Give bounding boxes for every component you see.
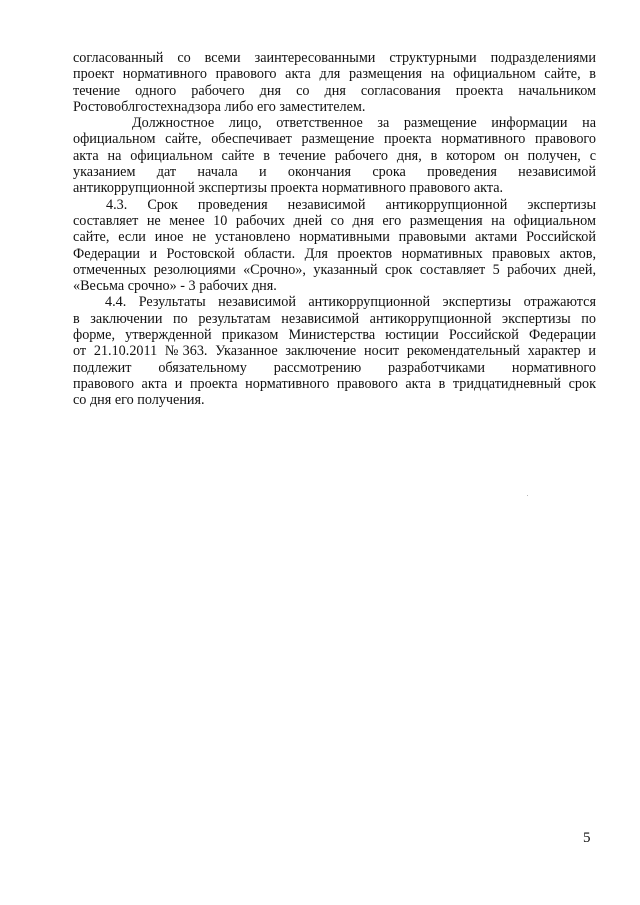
paragraph-4-line-3: форме, утвержденной приказом Министерства юстиции Российской Федерации	[73, 327, 596, 344]
paragraph-2-line-5: антикоррупционной экспертизы проекта нормативного правового акта.	[73, 180, 504, 197]
paragraph-1-line-1: согласованный со всеми заинтересованными структурными подразделениями	[73, 50, 596, 66]
paragraph-3-line-5: отмеченных резолюциями «Срочно», указанный срок составляет 5 рабочих дней,	[73, 261, 596, 278]
paragraph-4-line-4: от 21.10.2011 №363. Указанное заключение носит рекомендательный характер и	[73, 343, 596, 360]
paragraph-3-line-3: сайте, если иное не установлено нормативными правовыми актами Российской	[73, 229, 596, 246]
paragraph-2-line-1: Должностное лицо, ответственное за размещение информации на	[132, 115, 596, 132]
scan-speck	[527, 495, 528, 496]
page-number: 5	[583, 830, 591, 846]
paragraph-4-line-7: со дня его получения.	[73, 392, 205, 409]
paragraph-2-line-3: акта на официальном сайте в течение рабочего дня, в котором он получен, с	[73, 147, 596, 164]
paragraph-4-line-5: подлежит обязательному рассмотрению разработчиками нормативного	[73, 359, 596, 376]
paragraph-3-line-6: «Весьма срочно» - 3 рабочих дня.	[73, 278, 277, 295]
document-body	[73, 50, 596, 409]
paragraph-4-line-1: 4.4. Результаты независимой антикоррупционной экспертизы отражаются	[105, 294, 596, 311]
paragraph-2-line-2: официальном сайте, обеспечивает размещение проекта нормативного правового	[73, 131, 596, 148]
paragraph-3-line-1: 4.3. Срок проведения независимой антикоррупционной экспертизы	[106, 196, 596, 213]
paragraph-3-line-2: составляет не менее 10 рабочих дней со дня его размещения на официальном	[73, 212, 596, 229]
paragraph-1-line-2: проект нормативного правового акта для размещения на официальном сайте, в	[73, 66, 596, 83]
paragraph-4-line-2: в заключении по результатам независимой антикоррупционной экспертизы по	[73, 310, 596, 327]
paragraph-1-line-3: течение одного рабочего дня со дня согласования проекта начальником	[73, 82, 596, 99]
paragraph-2-line-4: указанием дат начала и окончания срока проведения независимой	[73, 164, 596, 181]
paragraph-4-line-6: правового акта и проекта нормативного правового акта в тридцатидневный срок	[73, 375, 596, 392]
paragraph-1-line-4: Ростовоблгостехнадзора либо его заместителем.	[73, 98, 366, 115]
paragraph-3-line-4: Федерации и Ростовской области. Для проектов нормативных правовых актов,	[73, 245, 596, 262]
